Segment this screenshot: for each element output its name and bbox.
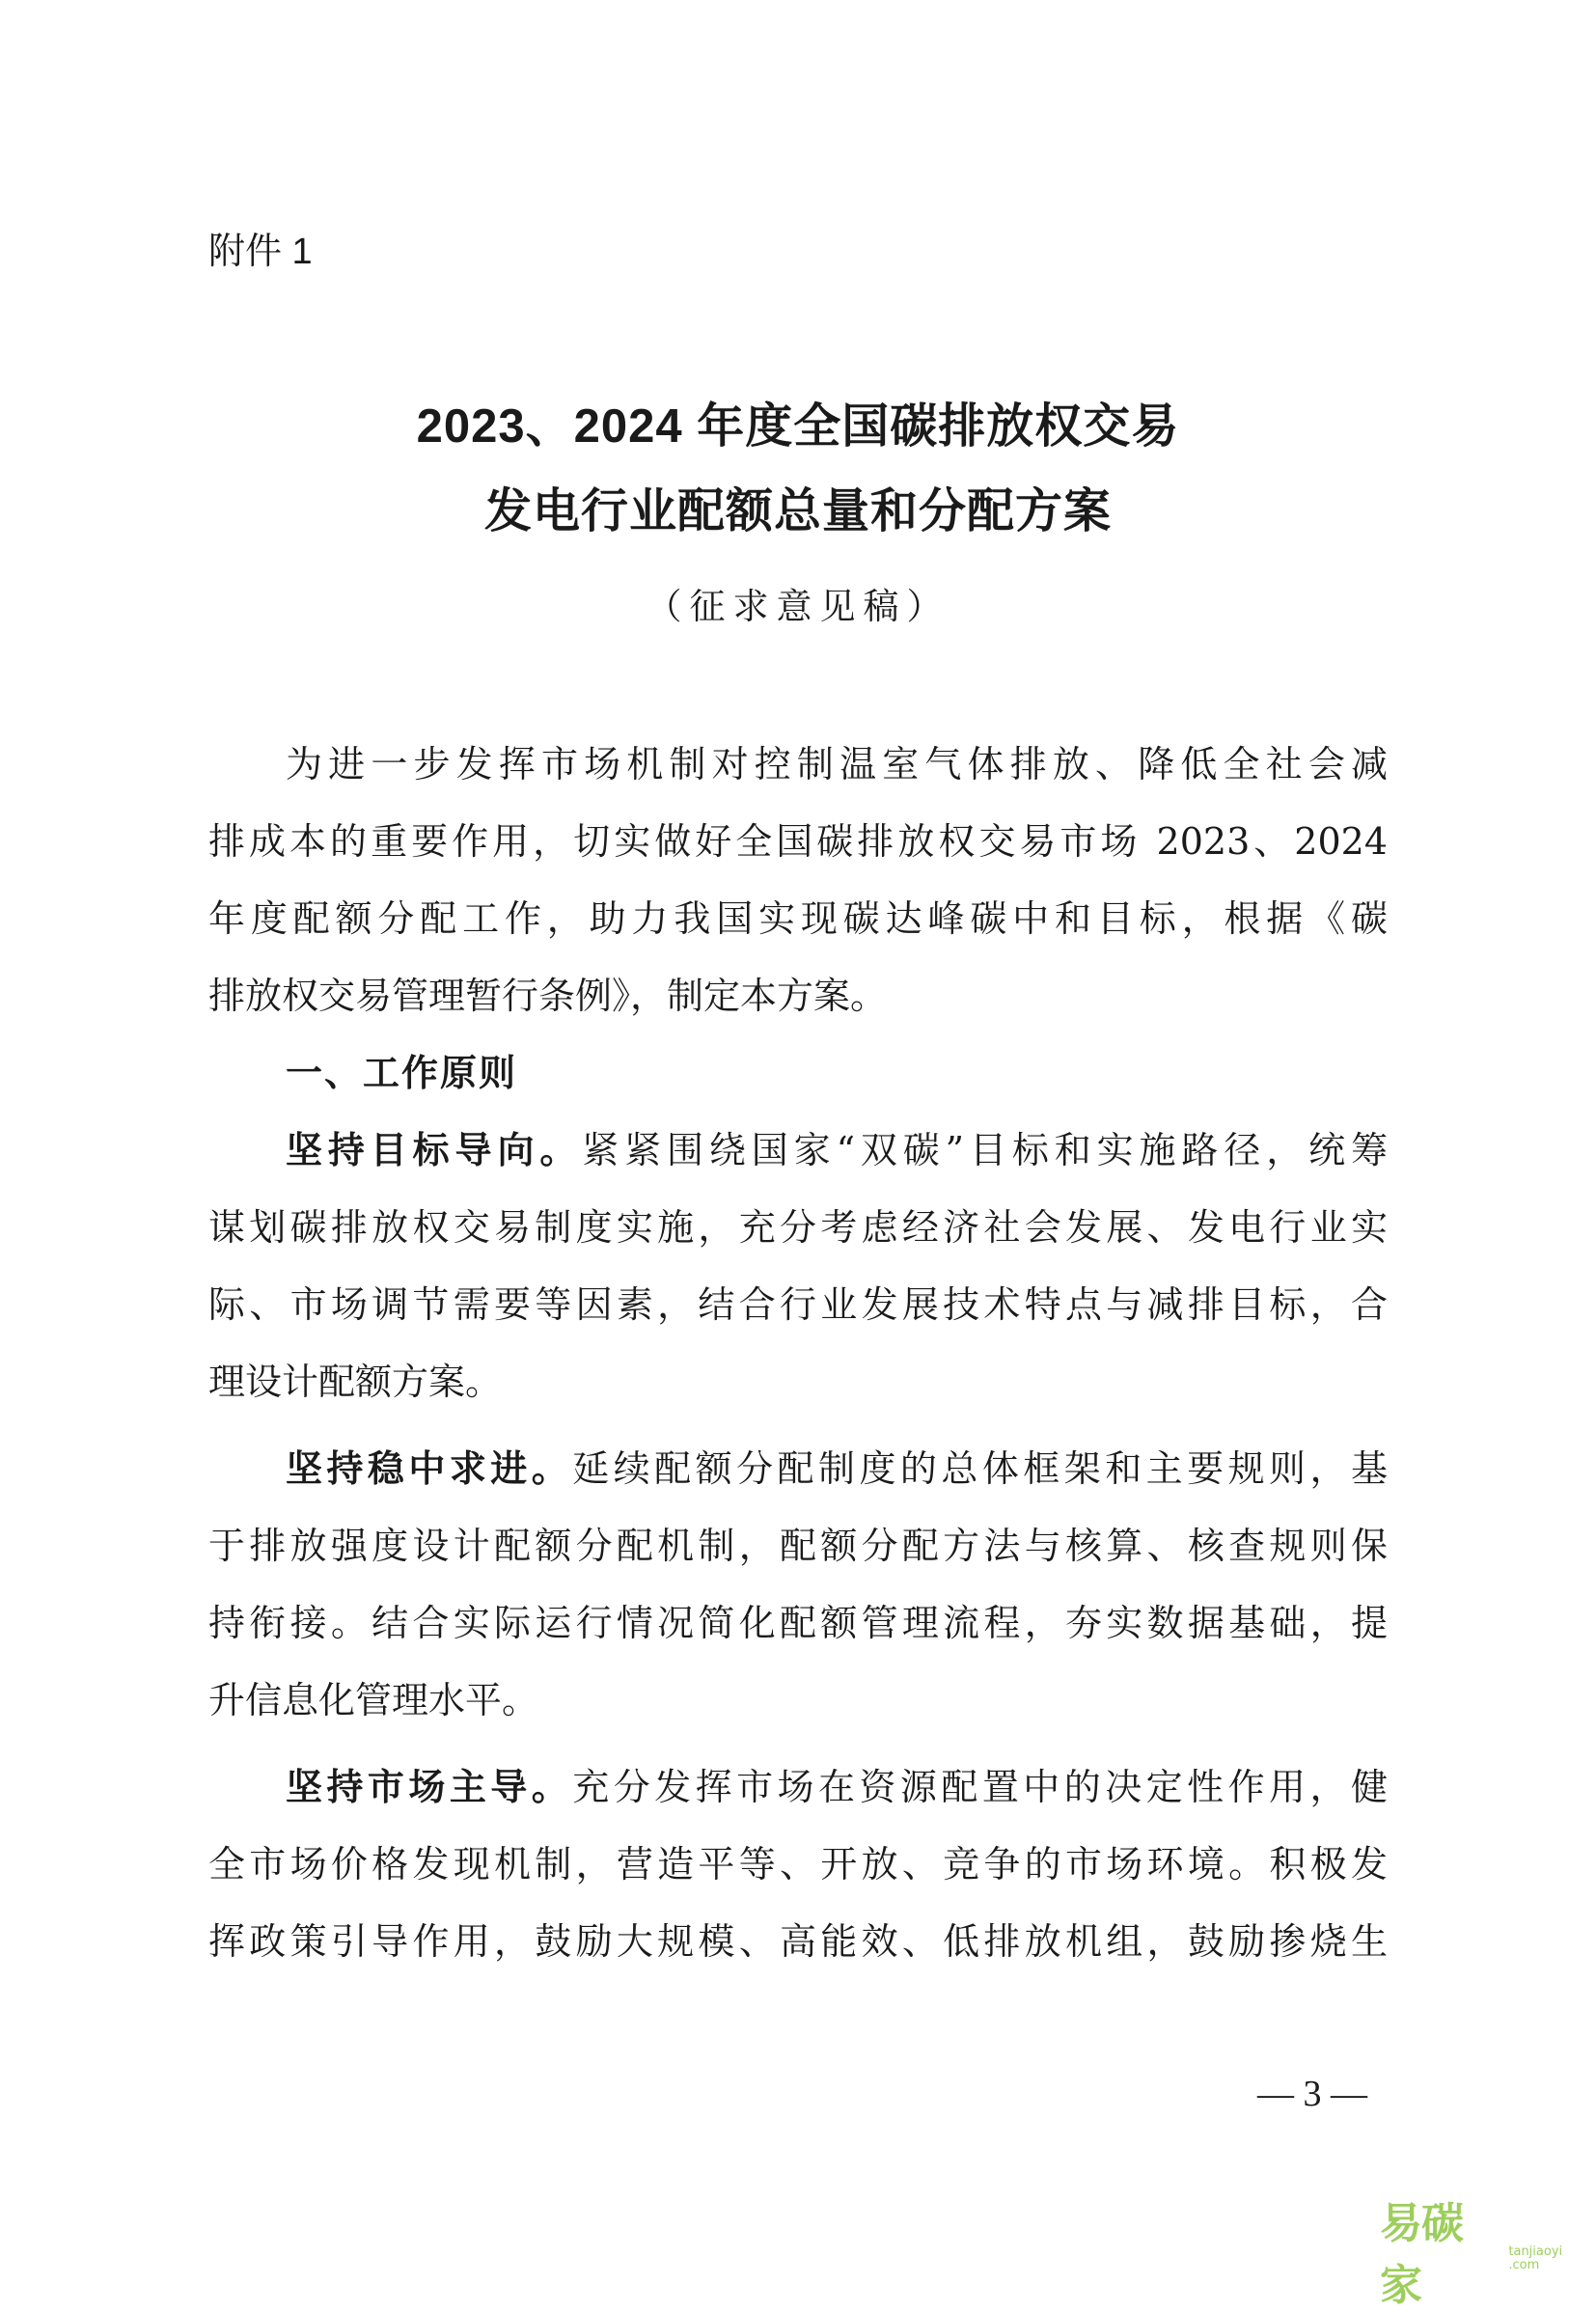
principle-3-first-line — [286, 1763, 1388, 1811]
principle-line: 挥政策引导作用，鼓励大规模、高能效、低排放机组，鼓励掺烧生 — [208, 1920, 1388, 1963]
principle-line: 持衔接。结合实际运行情况简化配额管理流程，夯实数据基础，提 — [208, 1602, 1388, 1644]
document-subtitle: （征求意见稿） — [646, 586, 950, 627]
principle-line: 谋划碳排放权交易制度实施，充分考虑经济社会发展、发电行业实 — [208, 1206, 1388, 1249]
intro-line: 为进一步发挥市场机制对控制温室气体排放、降低全社会减 — [286, 743, 1388, 785]
watermark-text: 易碳家 — [1380, 2199, 1463, 2310]
principle-line: 理设计配额方案。 — [208, 1361, 503, 1403]
principle-line: 升信息化管理水平。 — [208, 1679, 539, 1721]
principle-2-first-line — [286, 1445, 1388, 1493]
principle-line: 于排放强度设计配额分配机制，配额分配方法与核算、核查规则保 — [208, 1525, 1388, 1567]
intro-line: 排成本的重要作用，切实做好全国碳排放权交易市场 2023、2024 — [208, 820, 1388, 863]
page-number: — 3 — — [1257, 2074, 1367, 2114]
principle-text: 延续配额分配制度的总体框架和主要规则，基 — [572, 1447, 1388, 1490]
watermark-logo — [1380, 2188, 1596, 2312]
document-title-line-1: 2023、2024 年度全国碳排放权交易 — [416, 400, 1180, 453]
section-heading: 一、工作原则 — [286, 1052, 518, 1094]
principle-text: 紧紧围绕国家“双碳”目标和实施路径，统筹 — [582, 1129, 1388, 1171]
watermark-url: tanjiaoyi .com — [1508, 2244, 1563, 2272]
attachment-label: 附件 1 — [208, 232, 313, 272]
intro-line: 年度配额分配工作，助力我国实现碳达峰碳中和目标，根据《碳 — [208, 897, 1388, 940]
principle-line: 全市场价格发现机制，营造平等、开放、竞争的市场环境。积极发 — [208, 1843, 1388, 1885]
principle-line: 际、市场调节需要等因素，结合行业发展技术特点与减排目标，合 — [208, 1283, 1388, 1326]
principle-text: 充分发挥市场在资源配置中的决定性作用，健 — [572, 1766, 1388, 1808]
principle-1-first-line — [286, 1126, 1388, 1174]
intro-line: 排放权交易管理暂行条例》，制定本方案。 — [208, 975, 888, 1017]
principle-lead: 坚持市场主导。 — [286, 1766, 573, 1808]
principle-lead: 坚持目标导向。 — [286, 1129, 583, 1171]
document-title-line-2: 发电行业配额总量和分配方案 — [483, 485, 1112, 537]
principle-lead: 坚持稳中求进。 — [286, 1447, 573, 1490]
